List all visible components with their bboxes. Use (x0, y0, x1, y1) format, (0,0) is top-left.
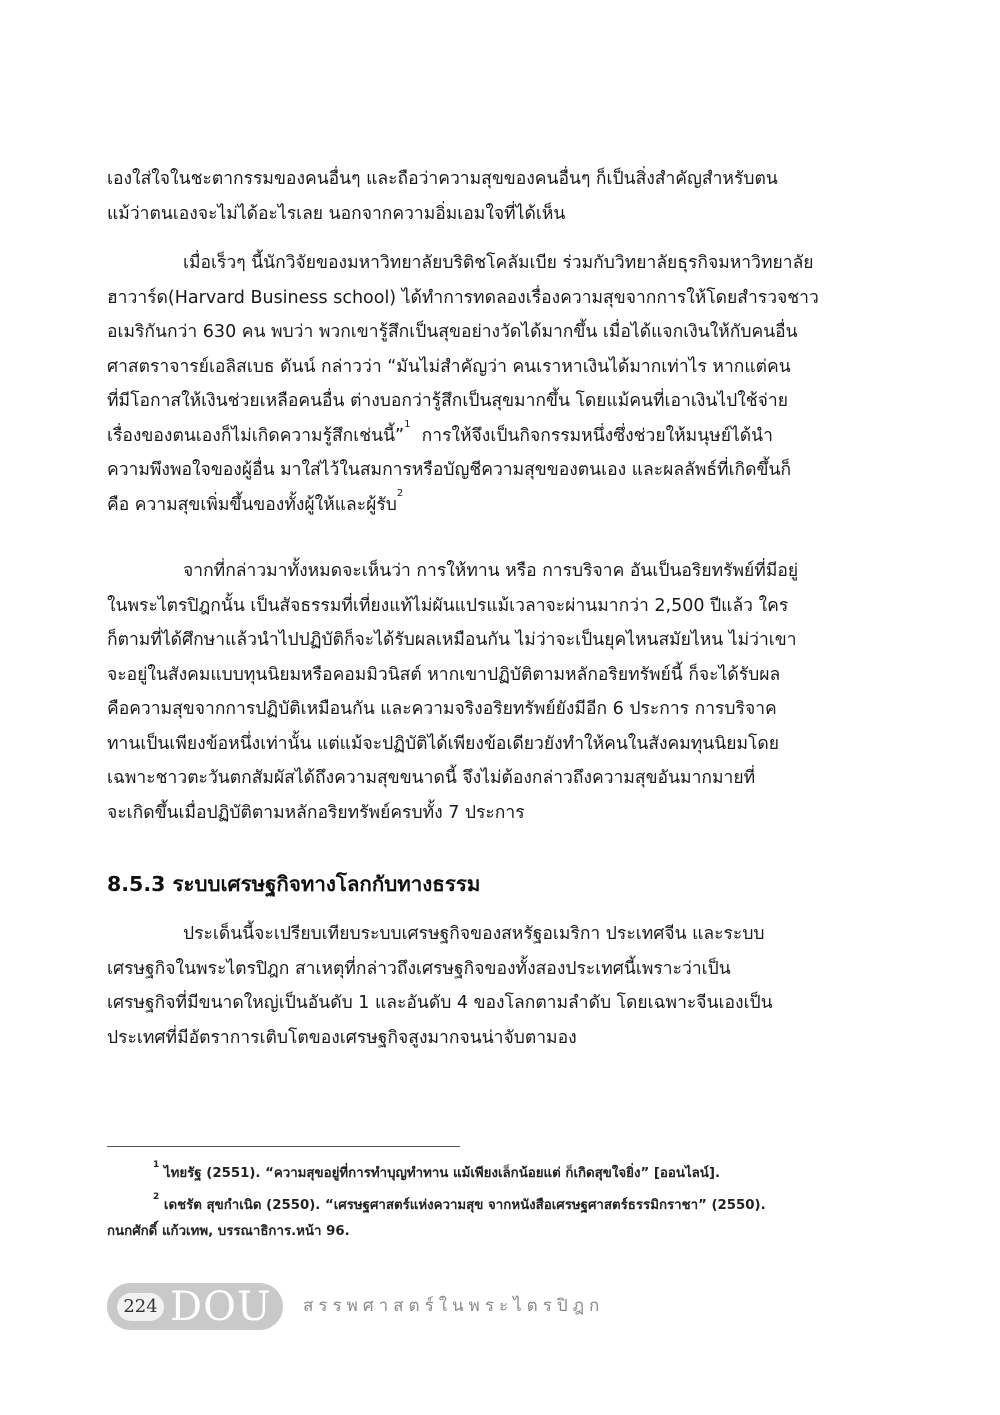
text-line: ประเทศที่มีอัตราการเติบโตของเศรษฐกิจสูงมากจนน่าจับตามอง (107, 1027, 577, 1048)
text-line: ความพึงพอใจของผู้อื่น มาใส่ไว้ในสมการหรือบัญชีความสุขของตนเอง และผลลัพธ์ที่เกิดขึ้นก็ (107, 460, 792, 480)
footnote-2 (107, 1193, 883, 1245)
text-segment: คือ ความสุขเพิ่มขึ้นของทั้งผู้ให้และผู้รับ (107, 494, 397, 515)
text-line: ฮาวาร์ด(Harvard Business school) ได้ทำการทดลองเรื่องความสุขจากการให้โดยสำรวจชาว (107, 287, 819, 308)
text-line: จะอยู่ในสังคมแบบทุนนิยมหรือคอมมิวนิสต์ หากเขาปฏิบัติตามหลักอริยทรัพย์นี้ ก็จะได้รับผล (107, 664, 781, 685)
text-line: เศรษฐกิจที่มีขนาดใหญ่เป็นอันดับ 1 และอันดับ 4 ของโลกตามลำดับ โดยเฉพาะจีนเองเป็น (107, 993, 773, 1013)
text-line: อเมริกันกว่า 630 คน พบว่า พวกเขารู้สึกเป็นสุขอย่างวัดได้มากขึ้น เมื่อได้แจกเงินให้กับคนอื่น (107, 322, 798, 342)
text-line: ที่มีโอกาสให้เงินช่วยเหลือคนอื่น ต่างบอกว่ารู้สึกเป็นสุขมากขึ้น โดยแม้คนที่เอาเงินไปใช้จ่าย (107, 391, 789, 411)
page-number: 224 (117, 1293, 164, 1321)
text-line: เศรษฐกิจในพระไตรปิฎก สาเหตุที่กล่าวถึงเศรษฐกิจของทั้งสองประเทศนี้เพราะว่าเป็น (107, 958, 731, 979)
text-line: ในพระไตรปิฎกนั้น เป็นสัจธรรมที่เที่ยงแท้ไม่ผันแปรแม้เวลาจะผ่านมากว่า 2,500 ปีแล้ว ใคร (107, 595, 789, 616)
text-line: เฉพาะชาวตะวันตกสัมผัสได้ถึงความสุขขนาดนี้ จึงไม่ต้องกล่าวถึงความสุขอันมากมายที่ (107, 768, 756, 788)
footnote-marker: 1 (153, 1159, 160, 1170)
text-line-with-footnote (107, 419, 883, 454)
text-segment: เรื่องของตนเองก็ไม่เกิดความรู้สึกเช่นนี้” (107, 425, 405, 446)
text-line: คือความสุขจากการปฏิบัติเหมือนกัน และความจริงอริยทรัพย์ยังมีอีก 6 ประการ การบริจาค (107, 699, 777, 719)
text-line: เองใส่ใจในชะตากรรมของคนอื่นๆ และถือว่าความสุขของคนอื่นๆ ก็เป็นสิ่งสำคัญสำหรับตน (107, 169, 778, 189)
paragraph-4 (107, 917, 883, 1055)
footnote-ref-2[interactable]: 2 (396, 487, 404, 499)
text-line: จากที่กล่าวมาทั้งหมดจะเห็นว่า การให้ทาน หรือ การบริจาค อันเป็นอริยทรัพย์ที่มีอยู่ (183, 561, 799, 581)
footnote-line: กนกศักดิ์ แก้วเทพ, บรรณาธิการ.หน้า 96. (107, 1224, 350, 1239)
paragraph-3 (107, 554, 883, 830)
text-line: ทานเป็นเพียงข้อหนึ่งเท่านั้น แต่แม้จะปฏิบัติได้เพียงข้อเดียวยังทำให้คนในสังคมทุนนิยมโดย (107, 733, 780, 754)
footnote-line (107, 1193, 883, 1219)
footnote-text: เดชรัต สุขกำเนิด (2550). “เศรษฐศาสตร์แห่งความสุข จากหนังสือเศรษฐศาสตร์ธรรมิกราชา” (2550). (163, 1198, 766, 1213)
book-title: สรรพศาสตร์ในพระไตรปิฎก (303, 1296, 605, 1316)
footnote-1 (107, 1161, 883, 1187)
paragraph-1 (107, 162, 883, 231)
footnote-divider (107, 1146, 460, 1147)
text-line: เมื่อเร็วๆ นี้นักวิจัยของมหาวิทยาลัยบริติชโคลัมเบีย ร่วมกับวิทยาลัยธุรกิจมหาวิทยาลัย (183, 253, 814, 273)
text-line: แม้ว่าตนเองจะไม่ได้อะไรเลย นอกจากความอิ่มเอมใจที่ได้เห็น (107, 203, 566, 224)
text-line: ก็ตามที่ได้ศึกษาแล้วนำไปปฏิบัติก็จะได้รับผลเหมือนกัน ไม่ว่าจะเป็นยุคไหนสมัยไหน ไม่ว่าเขา (107, 630, 797, 650)
text-line: จะเกิดขึ้นเมื่อปฏิบัติตามหลักอริยทรัพย์ครบทั้ง 7 ประการ (107, 802, 525, 823)
text-line: ประเด็นนี้จะเปรียบเทียบระบบเศรษฐกิจของสหรัฐอเมริกา ประเทศจีน และระบบ (183, 924, 765, 944)
text-line-with-footnote (107, 488, 883, 523)
paragraph-2 (107, 246, 883, 522)
footnote-marker: 2 (153, 1191, 160, 1202)
footnote-ref-1[interactable]: 1 (404, 418, 411, 430)
text-line: ศาสตราจารย์เอลิสเบธ ดันน์ กล่าวว่า “มันไม่สำคัญว่า คนเราหาเงินได้มากเท่าไร หากแต่คน (107, 356, 791, 377)
section-heading: 8.5.3 ระบบเศรษฐกิจทางโลกกับทางธรรม (107, 872, 481, 896)
dou-logo-text: DOU (170, 1284, 272, 1330)
text-segment: การให้จึงเป็นกิจกรรมหนึ่งซึ่งช่วยให้มนุษย์ได้นำ (421, 425, 773, 446)
footnote-text: ไทยรัฐ (2551). “ความสุขอยู่ที่การทำบุญทำทาน แม้เพียงเล็กน้อยแต่ ก็เกิดสุขใจยิ่ง” [ออนไลน์]. (163, 1166, 721, 1181)
